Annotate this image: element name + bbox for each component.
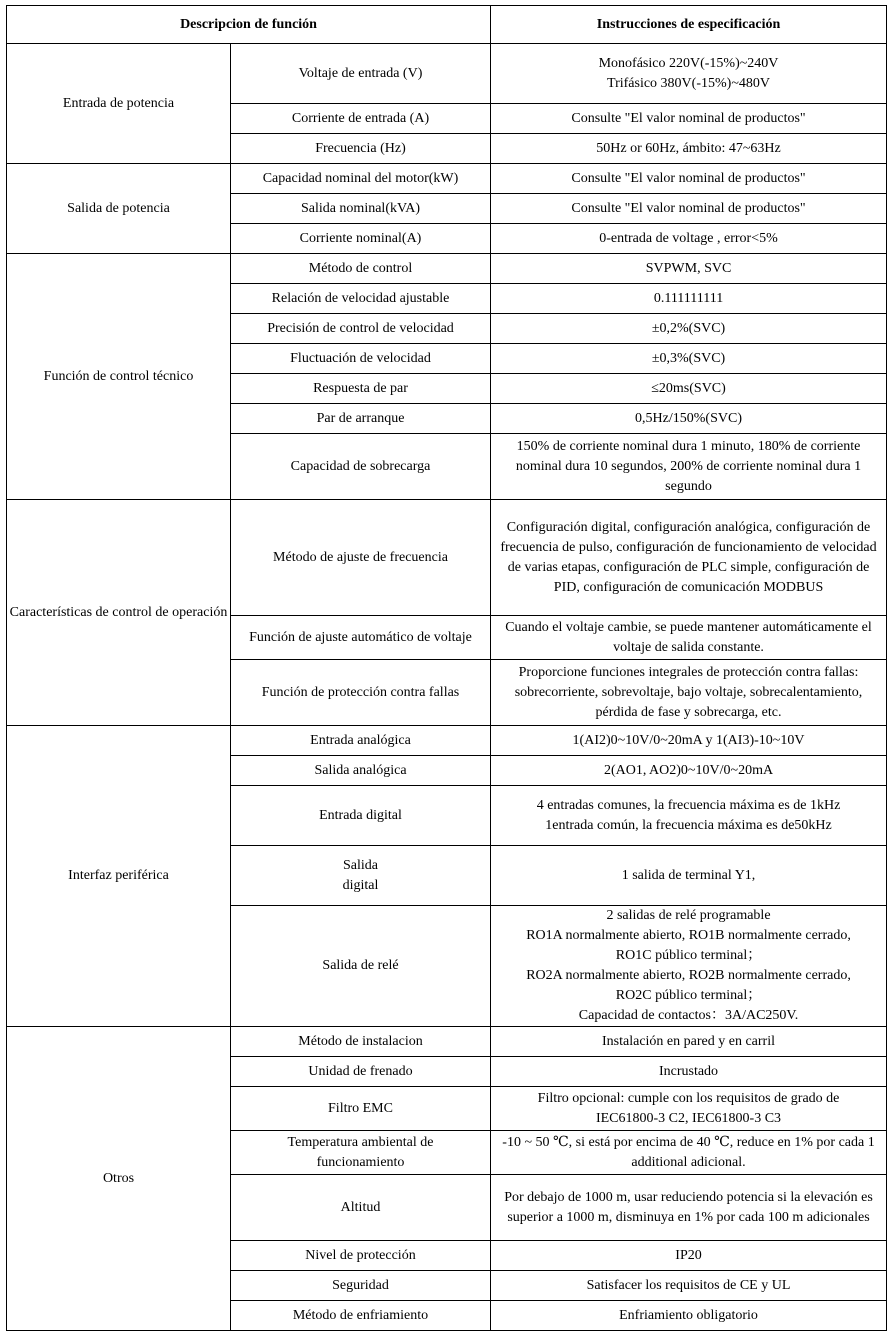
specification-cell: ±0,2%(SVC): [491, 314, 887, 344]
specification-cell: Configuración digital, configuración analógica, configuración de frecuencia de pulso, configuración de funcionamiento de velocidad de varias etapas, configuración de PLC simple, configuración de PID, configuración de comunicación MODBUS: [491, 500, 887, 616]
table-row: [7, 726, 887, 756]
specification-cell: 0-entrada de voltage , error<5%: [491, 224, 887, 254]
function-name-cell: Temperatura ambiental de funcionamiento: [231, 1131, 491, 1175]
header-specification-instructions: Instrucciones de especificación: [491, 6, 887, 44]
function-name-cell: Función de protección contra fallas: [231, 660, 491, 726]
function-name-cell: Seguridad: [231, 1271, 491, 1301]
specification-cell: SVPWM, SVC: [491, 254, 887, 284]
function-name-cell: Voltaje de entrada (V): [231, 44, 491, 104]
specification-cell: Por debajo de 1000 m, usar reduciendo potencia si la elevación es superior a 1000 m, disminuya en 1% por cada 100 m adicionales: [491, 1175, 887, 1241]
function-name-cell: Fluctuación de velocidad: [231, 344, 491, 374]
specification-cell: Enfriamiento obligatorio: [491, 1301, 887, 1331]
function-name-cell: Capacidad nominal del motor(kW): [231, 164, 491, 194]
function-name-cell: Par de arranque: [231, 404, 491, 434]
specification-cell: Instalación en pared y en carril: [491, 1027, 887, 1057]
function-name-cell: Relación de velocidad ajustable: [231, 284, 491, 314]
specification-cell: Incrustado: [491, 1057, 887, 1087]
function-name-cell: Método de control: [231, 254, 491, 284]
specification-cell: 0,5Hz/150%(SVC): [491, 404, 887, 434]
function-name-cell: Función de ajuste automático de voltaje: [231, 616, 491, 660]
specification-cell: Proporcione funciones integrales de protección contra fallas: sobrecorriente, sobrevoltaje, bajo voltaje, sobrecalentamiento, pérdida de fase y sobrecarga, etc.: [491, 660, 887, 726]
category-cell: Función de control técnico: [7, 254, 231, 500]
specification-cell: IP20: [491, 1241, 887, 1271]
function-name-cell: Método de enfriamiento: [231, 1301, 491, 1331]
table-row: [7, 44, 887, 104]
specification-cell: ±0,3%(SVC): [491, 344, 887, 374]
function-name-cell: Nivel de protección: [231, 1241, 491, 1271]
function-name-cell: Entrada digital: [231, 786, 491, 846]
function-name-cell: Altitud: [231, 1175, 491, 1241]
function-name-cell: Salida analógica: [231, 756, 491, 786]
specification-cell: 150% de corriente nominal dura 1 minuto, 180% de corriente nominal dura 10 segundos, 200% de corriente nominal dura 1 segundo: [491, 434, 887, 500]
function-name-cell: Salida de relé: [231, 906, 491, 1027]
function-name-cell: Corriente nominal(A): [231, 224, 491, 254]
function-name-cell: Capacidad de sobrecarga: [231, 434, 491, 500]
function-name-cell: Método de instalacion: [231, 1027, 491, 1057]
specification-cell: 2(AO1, AO2)0~10V/0~20mA: [491, 756, 887, 786]
table-row: [7, 1027, 887, 1057]
specification-cell: Cuando el voltaje cambie, se puede mantener automáticamente el voltaje de salida constante.: [491, 616, 887, 660]
category-cell: Interfaz periférica: [7, 726, 231, 1027]
category-cell: Otros: [7, 1027, 231, 1331]
specification-cell: 2 salidas de relé programable RO1A normalmente abierto, RO1B normalmente cerrado, RO1C público terminal； RO2A normalmente abierto, RO2B normalmente cerrado, RO2C público terminal； Capacidad de contactos：3A/AC250V.: [491, 906, 887, 1027]
function-name-cell: Salida digital: [231, 846, 491, 906]
category-cell: Entrada de potencia: [7, 44, 231, 164]
function-name-cell: Unidad de frenado: [231, 1057, 491, 1087]
specification-cell: 0.111111111: [491, 284, 887, 314]
specification-cell: 4 entradas comunes, la frecuencia máxima es de 1kHz 1entrada común, la frecuencia máxima es de50kHz: [491, 786, 887, 846]
table-row: [7, 500, 887, 616]
specification-cell: -10 ~ 50 ℃, si está por encima de 40 ℃, reduce en 1% por cada 1 additional adicional.: [491, 1131, 887, 1175]
specification-cell: Satisfacer los requisitos de CE y UL: [491, 1271, 887, 1301]
function-name-cell: Entrada analógica: [231, 726, 491, 756]
table-row: [7, 164, 887, 194]
specification-cell: 1(AI2)0~10V/0~20mA y 1(AI3)-10~10V: [491, 726, 887, 756]
header-function-description: Descripcion de función: [7, 6, 491, 44]
function-name-cell: Frecuencia (Hz): [231, 134, 491, 164]
table-row: [7, 254, 887, 284]
function-name-cell: Método de ajuste de frecuencia: [231, 500, 491, 616]
function-name-cell: Precisión de control de velocidad: [231, 314, 491, 344]
specification-cell: Monofásico 220V(-15%)~240V Trifásico 380V(-15%)~480V: [491, 44, 887, 104]
function-name-cell: Filtro EMC: [231, 1087, 491, 1131]
specification-cell: Consulte "El valor nominal de productos": [491, 194, 887, 224]
category-cell: Salida de potencia: [7, 164, 231, 254]
specification-cell: 50Hz or 60Hz, ámbito: 47~63Hz: [491, 134, 887, 164]
specification-cell: Filtro opcional: cumple con los requisitos de grado de IEC61800-3 C2, IEC61800-3 C3: [491, 1087, 887, 1131]
header-row: [7, 6, 887, 44]
function-name-cell: Corriente de entrada (A): [231, 104, 491, 134]
specification-cell: 1 salida de terminal Y1,: [491, 846, 887, 906]
category-cell: Características de control de operación: [7, 500, 231, 726]
specification-cell: ≤20ms(SVC): [491, 374, 887, 404]
function-name-cell: Salida nominal(kVA): [231, 194, 491, 224]
function-name-cell: Respuesta de par: [231, 374, 491, 404]
spec-table: [6, 5, 887, 1331]
specification-cell: Consulte "El valor nominal de productos": [491, 164, 887, 194]
specification-cell: Consulte "El valor nominal de productos": [491, 104, 887, 134]
